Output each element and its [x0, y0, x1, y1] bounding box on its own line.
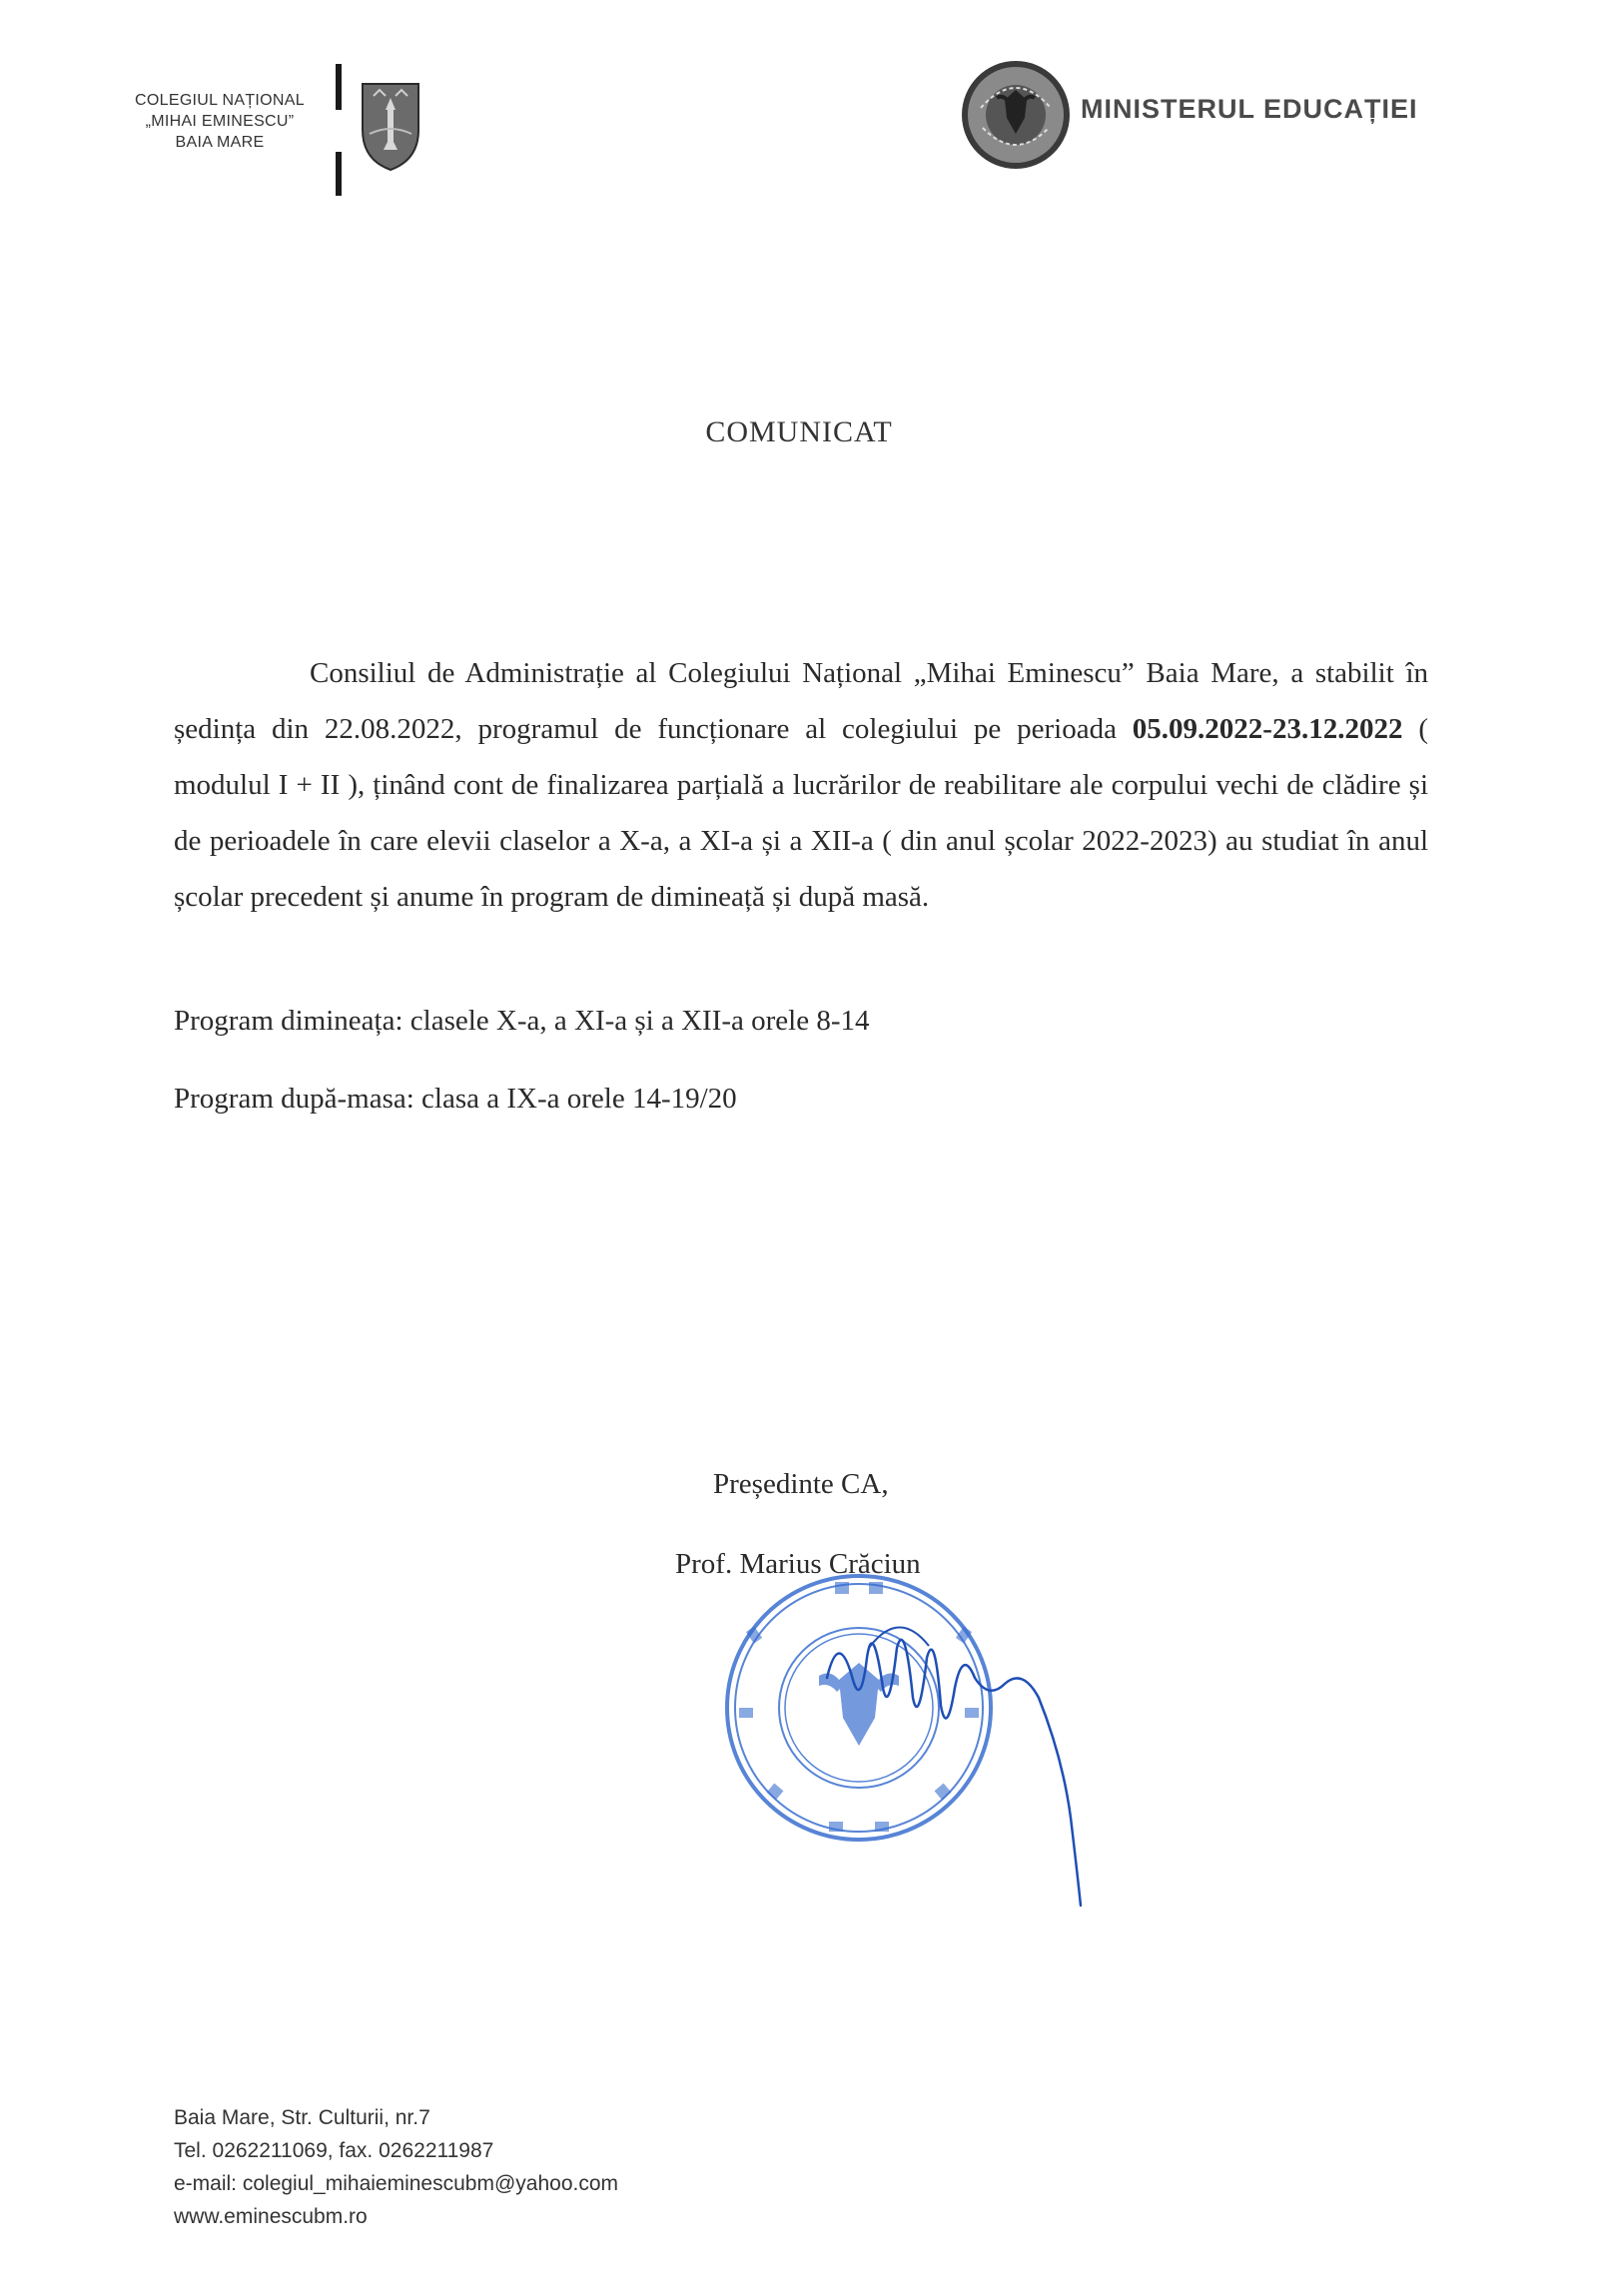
footer-contact — [174, 2101, 618, 2233]
footer-email: e-mail: colegiul_mihaieminescubm@yahoo.com — [174, 2172, 619, 2195]
footer-phone: Tel. 0262211069, fax. 0262211987 — [174, 2139, 494, 2162]
announcement-paragraph — [174, 645, 1428, 925]
program-morning: Program dimineața: clasele X-a, a XI-a și a XII-a orele 8-14 — [174, 1005, 870, 1037]
school-name — [120, 90, 320, 153]
header-divider-bottom — [336, 152, 342, 196]
school-crest-icon — [360, 80, 421, 172]
header-divider-top — [336, 64, 342, 110]
handwritten-signature-icon — [809, 1588, 1109, 1908]
program-afternoon: Program după-masa: clasa a IX-a orele 14-19/20 — [174, 1083, 737, 1115]
footer-website: www.eminescubm.ro — [174, 2205, 368, 2228]
school-name-line-3: BAIA MARE — [175, 134, 265, 151]
announcement-body — [174, 645, 1428, 925]
document-title: COMUNICAT — [705, 415, 893, 448]
signatory-role: Președinte CA, — [713, 1468, 889, 1500]
ministry-name: MINISTERUL EDUCAȚIEI — [1081, 94, 1418, 124]
footer-address: Baia Mare, Str. Culturii, nr.7 — [174, 2106, 430, 2129]
paragraph-part-1: Consiliul de Administrație al Colegiului Național „Mihai Eminescu” Baia Mare, a stabilit în ședința din 22.08.2022, programul de funcționare al colegiului pe perioada — [174, 657, 1428, 745]
signatory-name: Prof. Marius Crăciun — [675, 1548, 921, 1580]
government-seal-icon — [959, 58, 1073, 172]
school-name-line-2: „MIHAI EMINESCU” — [145, 113, 295, 130]
school-name-line-1: COLEGIUL NAȚIONAL — [135, 92, 305, 109]
period-dates: 05.09.2022-23.12.2022 — [1132, 713, 1403, 745]
government-seal-text: GUVERNUL ROMÂNIEI — [959, 58, 970, 59]
paragraph-part-2: ( modulul I + II ), ținând cont de finalizarea parțială a lucrărilor de reabilitare ale corpului vechi de clădire și de perioadele în care elevii claselor a X-a, a XI-a și a XII-a ( din anul școlar 2022-2023) au studiat în anul școlar precedent și anume în program de dimineață și după masă. — [174, 713, 1428, 913]
